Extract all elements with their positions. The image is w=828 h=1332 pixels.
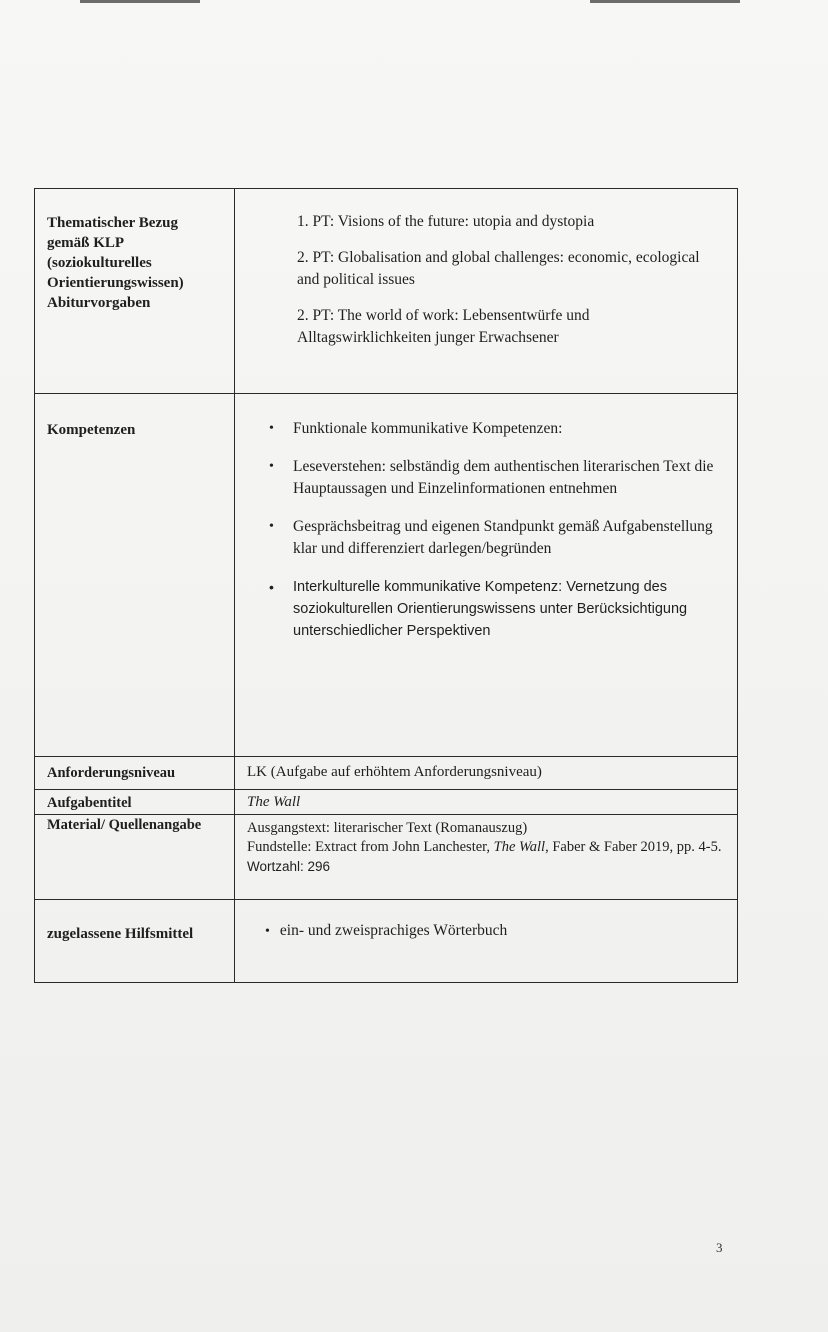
list-item-text: Gesprächsbeitrag und eigenen Standpunkt gemäß Aufgabenstellung klar und differenziert darlegen/begründen [293, 518, 713, 557]
table-row-competences [34, 394, 738, 757]
row-content [235, 189, 737, 393]
row-content [235, 815, 737, 899]
bullet-icon: • [269, 421, 274, 436]
table-row-permitted-aids [34, 900, 738, 983]
top-edge-shadow-left [80, 0, 200, 3]
row-content [235, 900, 737, 982]
list-item-text: Leseverstehen: selbständig dem authentischen literarischen Text die Hauptaussagen und Einzelinformationen entnehmen [293, 458, 714, 497]
source-reference-suffix: , Faber & Faber 2019, pp. 4-5. [545, 839, 722, 855]
row-label: Anforderungsniveau [35, 757, 235, 789]
topic-item: 2. PT: The world of work: Lebensentwürfe und Alltagswirklichkeiten junger Erwachsener [297, 307, 590, 346]
page-number: 3 [716, 1240, 723, 1255]
top-edge-shadow-right [590, 0, 740, 3]
row-label: zugelassene Hilfsmittel [35, 900, 235, 982]
topic-item: 1. PT: Visions of the future: utopia and dystopia [297, 213, 595, 230]
list-item [269, 418, 723, 440]
word-count: Wortzahl: 296 [247, 859, 331, 874]
task-info-table [34, 188, 738, 983]
topic-item: 2. PT: Globalisation and global challenges: economic, ecological and political issues [297, 249, 700, 288]
bullet-icon: • [269, 459, 274, 474]
row-label: Material/ Quellenangabe [35, 815, 235, 899]
list-item-text: Funktionale kommunikative Kompetenzen: [293, 420, 563, 437]
row-label: Kompetenzen [35, 394, 235, 756]
table-row-material-source [34, 815, 738, 900]
bullet-icon: • [269, 579, 274, 595]
row-content: LK (Aufgabe auf erhöhtem Anforderungsniveau) [247, 764, 542, 780]
table-row-task-title [34, 790, 738, 815]
source-reference [247, 838, 727, 857]
row-label: Aufgabentitel [35, 790, 235, 814]
competence-list [269, 418, 723, 642]
list-item [269, 516, 723, 560]
book-title: The Wall [493, 839, 546, 855]
table-row-requirement-level [34, 757, 738, 790]
table-row-thematic-reference [34, 188, 738, 394]
source-reference-prefix: Fundstelle: Extract from John Lanchester, [247, 839, 494, 855]
source-text-type: Ausgangstext: literarischer Text (Romanauszug) [247, 820, 528, 836]
row-content [235, 394, 737, 756]
bullet-icon: • [265, 924, 270, 939]
bullet-icon: • [269, 519, 274, 534]
row-content: The Wall [247, 794, 301, 810]
list-item-text: Interkulturelle kommunikative Kompetenz: Vernetzung des soziokulturellen Orientierungswissens unter Berücksichtigung unterschiedlicher Perspektiven [293, 579, 688, 639]
row-label: Thematischer Bezug gemäß KLP (soziokulturelles Orientierungswissen) Abiturvorgaben [35, 189, 235, 393]
list-item [269, 456, 723, 500]
list-item [269, 576, 723, 642]
list-item-text: ein- und zweisprachiges Wörterbuch [279, 922, 508, 939]
